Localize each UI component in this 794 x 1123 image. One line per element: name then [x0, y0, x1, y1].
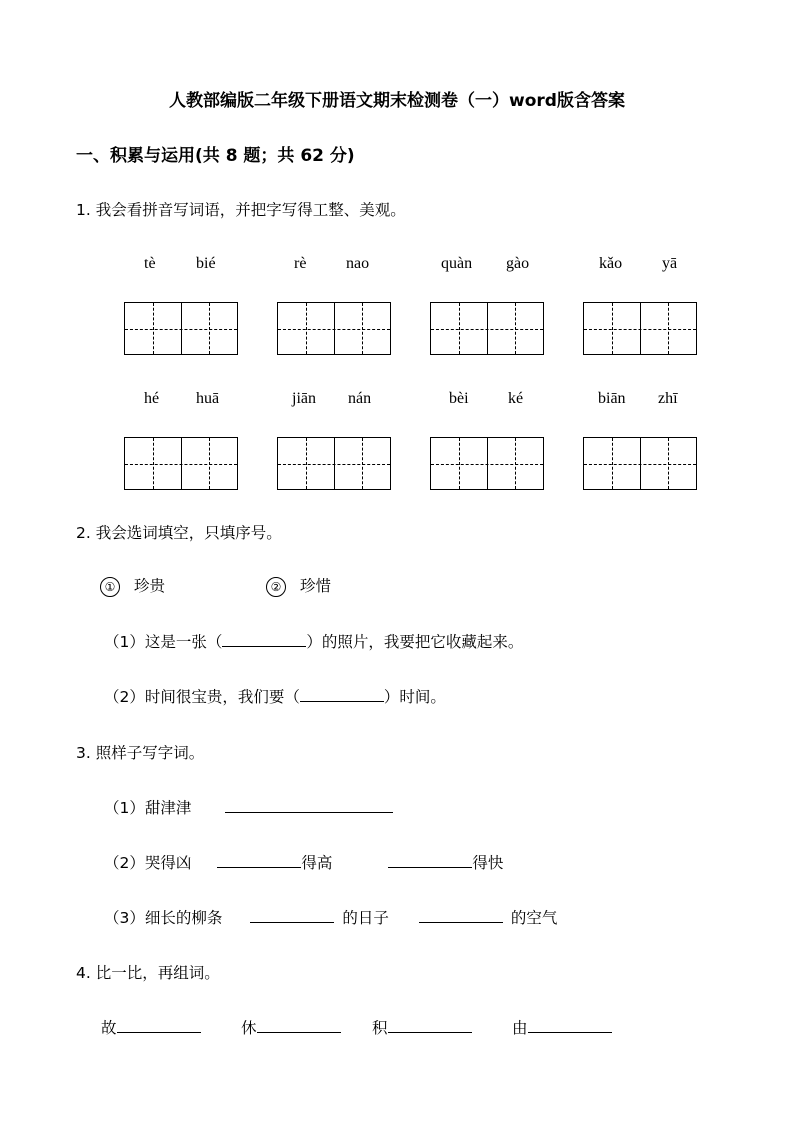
pinyin: gào: [506, 255, 530, 272]
pinyin: tè: [144, 255, 156, 272]
pinyin: bèi: [449, 390, 469, 407]
example-word: （3）细长的柳条: [104, 909, 223, 927]
pinyin: quàn: [441, 255, 473, 272]
writing-grid[interactable]: [430, 437, 544, 490]
answer-blank[interactable]: [222, 632, 306, 647]
q3-line-3: [104, 906, 557, 928]
question-1-prompt: 1. 我会看拼音写词语，并把字写得工整、美观。: [76, 201, 406, 219]
compare-item: [512, 1016, 612, 1038]
pinyin: huā: [196, 390, 220, 407]
writing-grid[interactable]: [277, 302, 391, 355]
answer-blank[interactable]: [388, 1018, 472, 1033]
option-1: [100, 574, 165, 597]
pinyin: jiān: [292, 390, 316, 407]
compare-char: 积: [372, 1019, 388, 1037]
answer-blank[interactable]: [528, 1018, 612, 1033]
pinyin: zhī: [658, 390, 678, 407]
pinyin: nao: [346, 255, 370, 272]
question-4-prompt: 4. 比一比，再组词。: [76, 964, 220, 982]
writing-grid[interactable]: [583, 437, 697, 490]
sentence-text: （2）时间很宝贵，我们要（: [104, 688, 300, 706]
option-number: ①: [100, 577, 120, 597]
question-3-prompt: 3. 照样子写字词。: [76, 744, 205, 762]
pinyin: bié: [196, 255, 216, 272]
q3-line-1: [104, 796, 393, 818]
word-suffix: 的空气: [510, 909, 558, 927]
word-suffix: 的日子: [342, 909, 389, 927]
pinyin: nán: [348, 390, 372, 407]
word-suffix: 得快: [472, 854, 504, 872]
example-word: （1）甜津津: [104, 799, 192, 817]
sentence-text: （1）这是一张（: [104, 633, 223, 651]
compare-item: [101, 1016, 201, 1038]
answer-blank[interactable]: [225, 798, 393, 813]
sentence-1: [104, 630, 523, 652]
section-heading: 一、积累与运用(共 8 题；共 62 分): [76, 146, 355, 166]
answer-blank[interactable]: [117, 1018, 201, 1033]
compare-char: 休: [241, 1019, 257, 1037]
q3-line-2: [104, 851, 503, 873]
pinyin: yā: [662, 255, 678, 272]
answer-blank[interactable]: [388, 853, 472, 868]
compare-char: 故: [101, 1019, 117, 1037]
pinyin: rè: [294, 255, 307, 272]
compare-item: [241, 1016, 341, 1038]
writing-grid[interactable]: [124, 437, 238, 490]
compare-item: [372, 1016, 472, 1038]
writing-grid[interactable]: [583, 302, 697, 355]
document-title: 人教部编版二年级下册语文期末检测卷（一）word版含答案: [169, 91, 625, 111]
option-word: 珍贵: [134, 577, 166, 595]
pinyin: hé: [144, 390, 160, 407]
question-2-prompt: 2. 我会选词填空，只填序号。: [76, 524, 282, 542]
sentence-2: [104, 685, 446, 707]
writing-grid[interactable]: [430, 302, 544, 355]
sentence-text: ）时间。: [383, 688, 446, 706]
pinyin: biān: [598, 390, 626, 407]
writing-grid[interactable]: [124, 302, 238, 355]
answer-blank[interactable]: [250, 908, 334, 923]
option-word: 珍惜: [300, 577, 332, 595]
sentence-text: ）的照片，我要把它收藏起来。: [306, 633, 524, 651]
answer-blank[interactable]: [257, 1018, 341, 1033]
option-number: ②: [266, 577, 286, 597]
example-word: （2）哭得凶: [104, 854, 192, 872]
answer-blank[interactable]: [419, 908, 503, 923]
pinyin: ké: [508, 390, 524, 407]
word-suffix: 得高: [301, 854, 333, 872]
compare-char: 由: [512, 1019, 528, 1037]
writing-grid[interactable]: [277, 437, 391, 490]
option-2: [266, 574, 331, 597]
answer-blank[interactable]: [300, 687, 384, 702]
pinyin: kǎo: [599, 255, 623, 272]
answer-blank[interactable]: [217, 853, 301, 868]
